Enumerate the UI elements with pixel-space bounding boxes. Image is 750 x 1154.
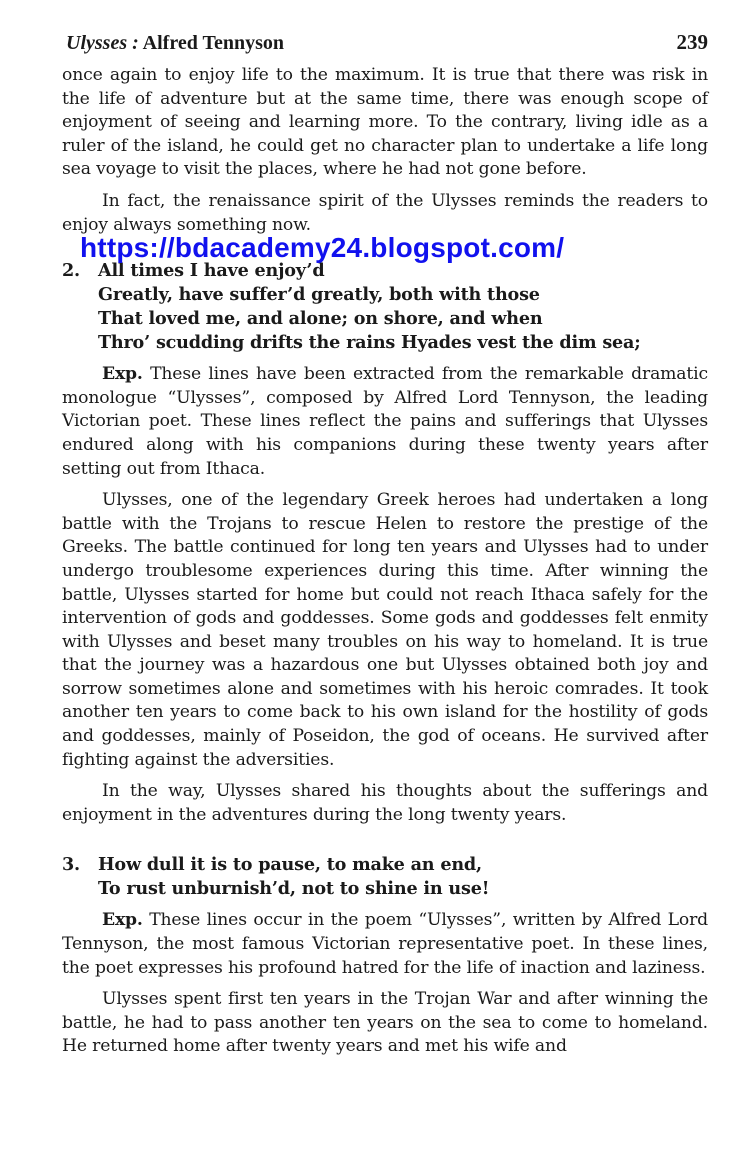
chapter-title: Ulysses : Alfred Tennyson (66, 32, 285, 54)
running-head (62, 30, 708, 64)
verse-line: That loved me, and alone; on shore, and when (98, 308, 543, 330)
verse-line: How dull it is to pause, to make an end, (98, 854, 482, 876)
paragraph: Ulysses spent first ten years in the Trojan War and after winning the battle, he had to pass another ten years on the sea to come to homeland. He returned home after twenty years and met his wife and (62, 989, 708, 1057)
verse-line: Thro’ scudding drifts the rains Hyades vest the dim sea; (98, 332, 641, 354)
paragraph: In the way, Ulysses shared his thoughts about the sufferings and enjoyment in the adventures during the long twenty years. (62, 781, 708, 825)
verse-line: To rust unburnish’d, not to shine in use! (98, 878, 490, 900)
page-number: 239 (676, 30, 708, 54)
book-page (62, 30, 708, 1059)
verse-line: Greatly, have suffer’d greatly, both with those (98, 284, 540, 306)
quotation-2 (62, 259, 708, 355)
paragraph: once again to enjoy life to the maximum. It is true that there was risk in the life of adventure but at the same time, there was enough scope of enjoyment of seeing and learning more. To the contrary, living idle as a ruler of the island, he could get no character plan to undertake a life long sea voyage to visit the places, where he had not gone before. (62, 65, 708, 180)
verse-line: All times I have enjoy’d (98, 260, 325, 282)
exp-label: Exp. (102, 910, 143, 931)
watermark-url[interactable]: https://bdacademy24.blogspot.com/ (80, 232, 565, 264)
explanation-paragraph: Exp. These lines occur in the poem “Ulysses”, written by Alfred Lord Tennyson, the most famous Victorian representative poet. In these lines, the poet expresses his profound hatred for the life of inaction and laziness. (62, 910, 708, 978)
paragraph: Ulysses, one of the legendary Greek heroes had undertaken a long battle with the Trojans to rescue Helen to restore the prestige of the Greeks. The battle continued for long ten years and Ulysses had to under undergo troublesome experiences during this time. After winning the battle, Ulysses started for home but could not reach Ithaca safely for the intervention of gods and goddesses. Some gods and goddesses felt enmity with Ulysses and beset many troubles on his way to homeland. It is true that the journey was a hazardous one but Ulysses obtained both joy and sorrow sometimes alone and sometimes with his heroic comrades. It took another ten years to come back to his own island for the hostility of gods and goddesses, mainly of Poseidon, the god of oceans. He survived after fighting against the adversities. (62, 490, 708, 770)
question-number: 2. (62, 260, 80, 282)
paragraph: In fact, the renaissance spirit of the Ulysses reminds the readers to enjoy always something now. (62, 190, 708, 235)
question-number: 3. (62, 854, 80, 876)
exp-label: Exp. (102, 364, 143, 385)
quotation-3 (62, 853, 708, 901)
explanation-paragraph: Exp. These lines have been extracted from the remarkable dramatic monologue “Ulysses”, composed by Alfred Lord Tennyson, the leading Victorian poet. These lines reflect the pains and sufferings that Ulysses endured along with his companions during these twenty years after setting out from Ithaca. (62, 364, 708, 479)
